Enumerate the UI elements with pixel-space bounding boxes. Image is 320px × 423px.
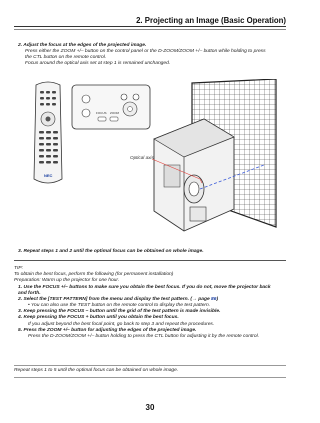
tip-line: To obtain the best focus, perform the following (for permanent installation) <box>14 272 174 278</box>
focus-step: and forth. <box>18 291 41 297</box>
note-text: Repeat steps 1 to 5 until the optimal focus can be obtained on whole image. <box>14 368 179 373</box>
focus-step-sub: • You can also use the TEST button on the remote control to display the test pattern. <box>28 303 211 309</box>
focus-step-text: 2. Select the [TEST PATTERN] from the menu and display the test pattern. (→ page <box>18 297 212 303</box>
step-2-line: Focus around the optical axis set at step 1 is remained unchanged. <box>25 61 171 67</box>
step-2-line: Press either the ZOOM +/– button on the control panel or the D-ZOOM/ZOOM +/– button while holding to press <box>25 49 266 55</box>
step-2-line: the CTL button on the remote control. <box>25 55 107 61</box>
section-title: 2. Projecting an Image (Basic Operation) <box>136 16 286 25</box>
focus-step-sub: Press the D-ZOOM/ZOOM +/– button holding to press the CTL button for adjusting it by the remote control. <box>28 333 260 339</box>
step-2-heading: 2. Adjust the focus at the edges of the projected image. <box>18 43 147 48</box>
optical-axis-label: Optical axis <box>130 155 154 160</box>
step-3: 3. Repeat steps 1 and 2 until the optimal focus can be obtained on whole image. <box>18 249 204 254</box>
tip-section <box>14 266 286 284</box>
page-link[interactable]: 86 <box>211 297 217 303</box>
illustration <box>14 79 286 243</box>
focus-step: 4. Keep pressing the FOCUS + button until you obtain the best focus. <box>18 315 179 321</box>
panel-label-zoom: ZOOM <box>110 111 119 115</box>
control-panel-illustration <box>72 85 150 129</box>
header-rule <box>14 26 286 27</box>
illustration-drawing <box>14 79 286 243</box>
focus-step: 1. Use the FOCUS +/– buttons to make sure you obtain the best focus. If you do not, move the projector back <box>18 285 271 290</box>
note-divider-bottom <box>14 377 286 378</box>
note-divider <box>14 365 286 366</box>
focus-step: 3. Keep pressing the FOCUS – button until the grid of the test pattern is made invisible. <box>18 309 221 315</box>
tip-divider <box>14 260 286 261</box>
remote-control-illustration <box>34 82 62 183</box>
projector-illustration <box>154 119 234 231</box>
step-2 <box>18 43 286 67</box>
remote-brand: NEC <box>44 173 53 178</box>
focus-step-sub: If you adjust beyond the best focal point, go back to step 3 and repeat the procedures. <box>28 321 215 327</box>
header-rule-thin <box>14 29 286 30</box>
page-number: 30 <box>145 403 155 412</box>
focus-step-text-end: ) <box>216 297 219 303</box>
focus-step: 5. Press the ZOOM +/– button for adjusting the edges of the projected image. <box>18 327 197 333</box>
panel-label-focus: FOCUS <box>96 111 107 115</box>
tip-label: TIP: <box>14 266 23 271</box>
page-header <box>14 14 286 38</box>
tip-line: Preparation: Warm up the projector for one hour. <box>14 278 120 284</box>
focus-steps <box>18 285 286 340</box>
